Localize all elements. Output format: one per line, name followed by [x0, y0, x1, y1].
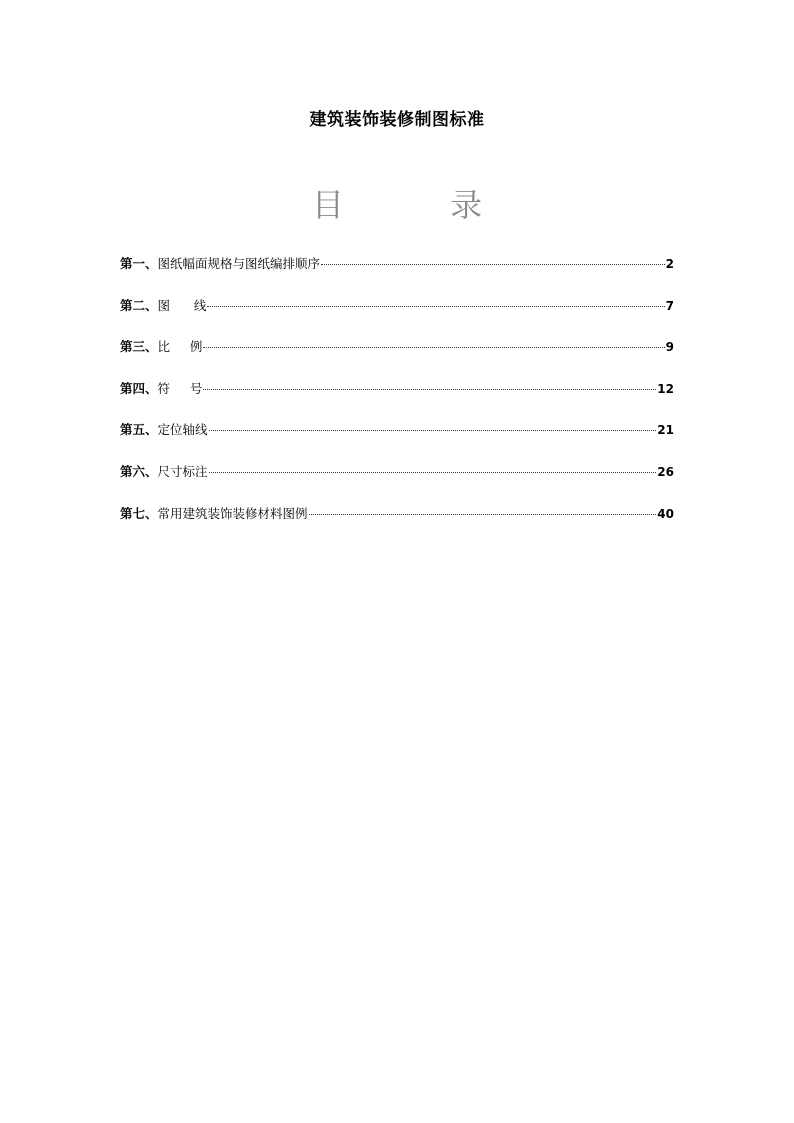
toc-leader-dots — [203, 389, 656, 390]
toc-entry-label: 定位轴线 — [157, 422, 208, 438]
toc-entry-page: 40 — [657, 506, 674, 521]
toc-entry-number: 第七、 — [120, 505, 158, 521]
toc-entry-number: 第四、 — [120, 380, 158, 396]
toc-leader-dots — [209, 430, 657, 431]
toc-entry-label: 图纸幅面规格与图纸编排顺序 — [157, 256, 321, 271]
toc-entry-page: 9 — [665, 340, 674, 355]
toc-entry-3[interactable] — [120, 337, 674, 357]
toc-entry-page: 12 — [657, 381, 674, 396]
toc-leader-dots — [321, 264, 665, 265]
toc-entry-5[interactable] — [120, 420, 674, 440]
toc-leader-dots — [309, 514, 657, 515]
toc-entry-1[interactable] — [120, 254, 674, 274]
toc-entry-page: 7 — [665, 298, 674, 313]
toc-entry-label: 常用建筑装饰装修材料图例 — [157, 505, 308, 521]
toc-entry-7[interactable] — [120, 504, 674, 524]
toc-entry-number: 第六、 — [120, 463, 158, 479]
toc-entry-page: 21 — [657, 423, 674, 438]
toc-entry-2[interactable] — [120, 296, 674, 316]
toc-leader-dots — [207, 306, 664, 307]
toc-entry-page: 2 — [665, 257, 674, 271]
toc-entry-label: 图 线 — [157, 297, 207, 313]
document-title: 建筑装饰装修制图标准 — [309, 110, 485, 130]
toc-heading: 目 录 — [311, 186, 531, 224]
toc-entry-number: 第一、 — [120, 256, 158, 271]
toc-entry-label: 比 例 — [157, 339, 203, 355]
toc-entry-4[interactable] — [120, 379, 674, 399]
toc-entry-number: 第三、 — [120, 339, 158, 355]
toc-entry-label: 符 号 — [157, 380, 203, 396]
toc-entry-number: 第二、 — [120, 297, 158, 313]
toc-leader-dots — [209, 472, 657, 473]
toc-entry-label: 尺寸标注 — [157, 463, 208, 479]
table-of-contents — [120, 254, 674, 545]
toc-entry-number: 第五、 — [120, 422, 158, 438]
toc-leader-dots — [203, 347, 664, 348]
toc-entry-page: 26 — [657, 464, 674, 479]
toc-entry-6[interactable] — [120, 462, 674, 482]
